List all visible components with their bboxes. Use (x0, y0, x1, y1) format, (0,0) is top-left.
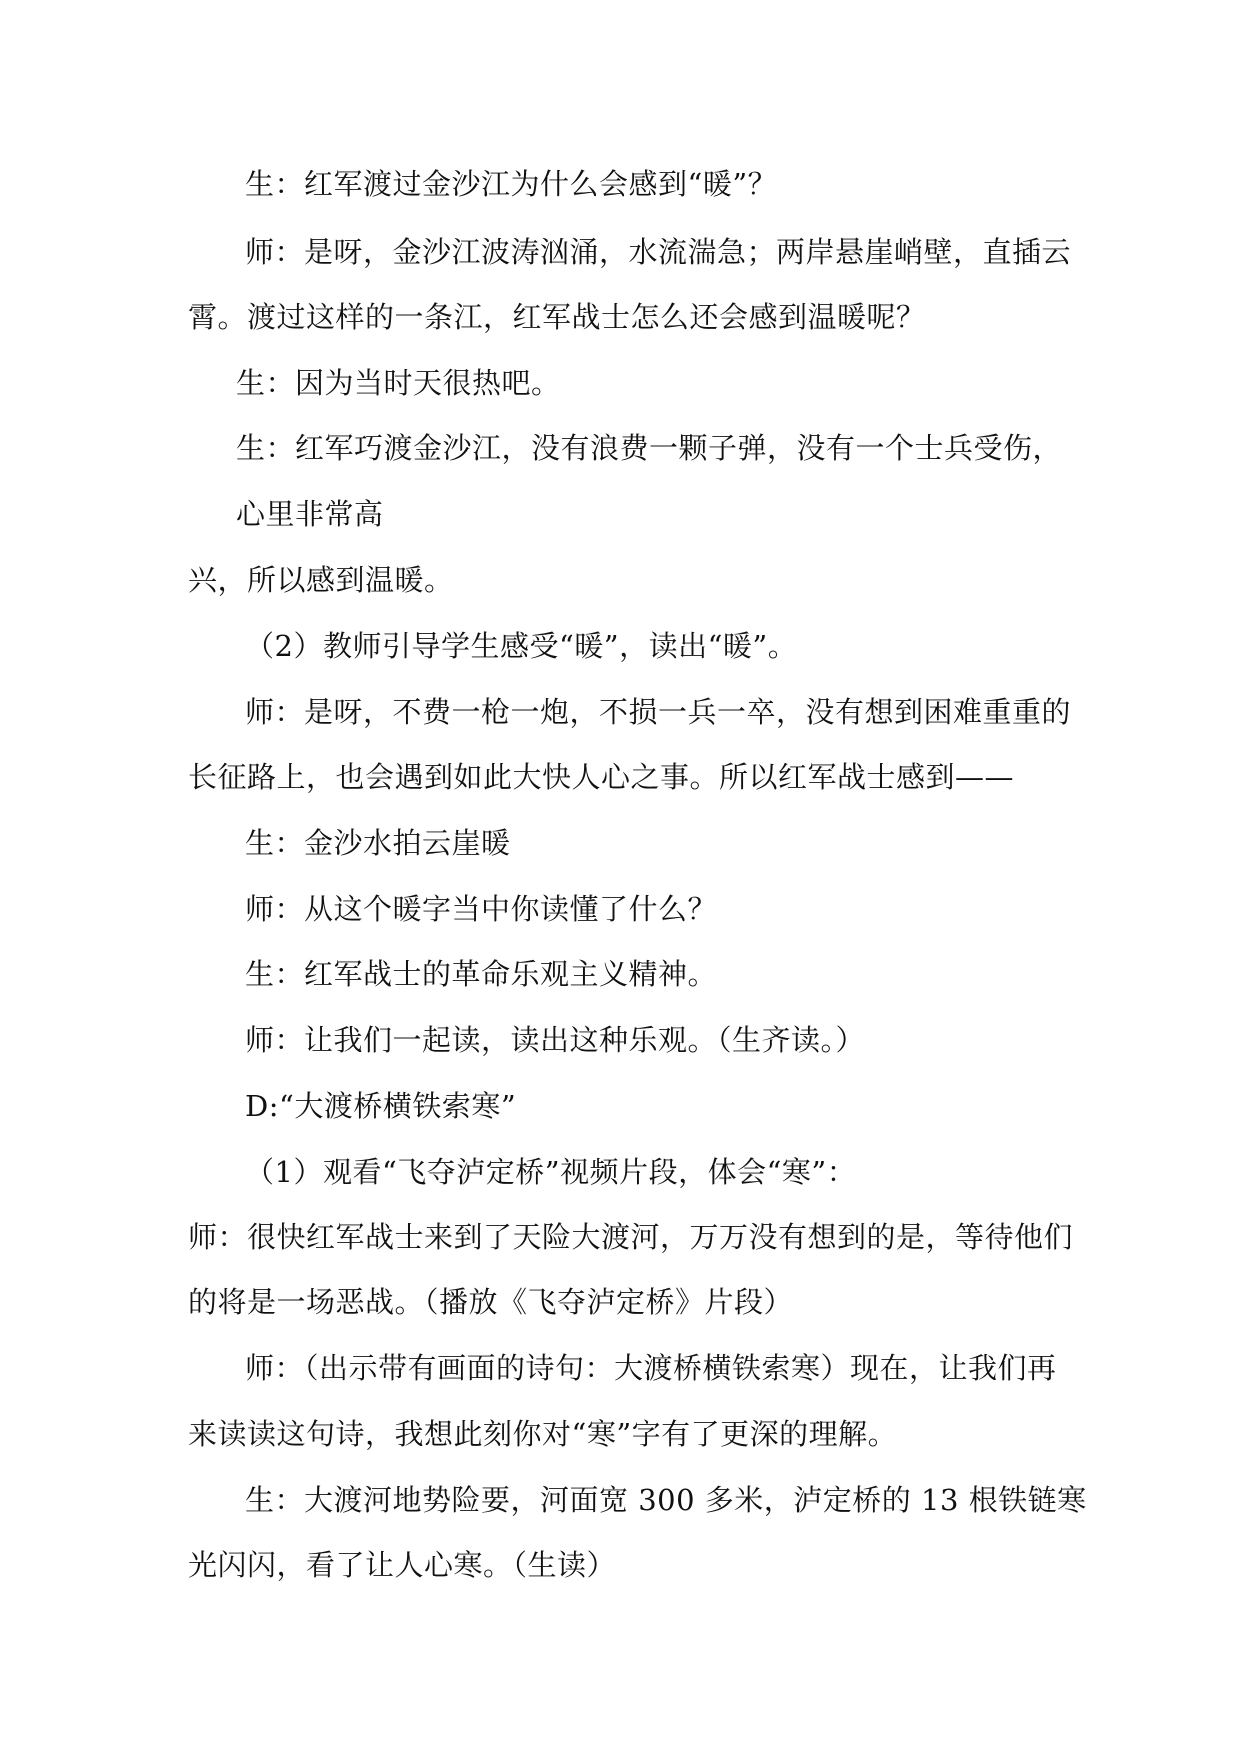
text-line: 师：是呀，不费一枪一炮，不损一兵一卒，没有想到困难重重的 (245, 695, 1072, 729)
text-line: 来读读这句诗，我想此刻你对“寒”字有了更深的理解。 (188, 1417, 898, 1451)
text-line: （1）观看“飞夺泸定桥”视频片段，体会“寒”： (245, 1155, 857, 1189)
text-line: （2）教师引导学生感受“暖”，读出“暖”。 (245, 629, 798, 663)
text-line: 生：因为当时天很热吧。 (236, 366, 561, 400)
text-line: 师：是呀，金沙江波涛汹涌，水流湍急；两岸悬崖峭壁，直插云 (245, 235, 1072, 269)
text-line: D:“大渡桥横铁索寒” (245, 1089, 517, 1123)
text-line: 兴，所以感到温暖。 (188, 563, 454, 597)
text-line: 师：从这个暖字当中你读懂了什么？ (245, 892, 718, 926)
text-line: 光闪闪，看了让人心寒。（生读） (188, 1548, 617, 1582)
text-line: 生：大渡河地势险要，河面宽 300 多米，泸定桥的 13 根铁链寒 (245, 1483, 1087, 1517)
text-line: 长征路上，也会遇到如此大快人心之事。所以红军战士感到—— (188, 760, 1015, 794)
text-line: 霄。渡过这样的一条江，红军战士怎么还会感到温暖呢？ (188, 300, 926, 334)
text-line: 生：红军战士的革命乐观主义精神。 (245, 957, 718, 991)
text-line: 生：红军巧渡金沙江，没有浪费一颗子弹，没有一个士兵受伤， (236, 431, 1063, 465)
text-line: 生：红军渡过金沙江为什么会感到“暖”？ (245, 167, 778, 201)
text-line: 师：（出示带有画面的诗句：大渡桥横铁索寒）现在，让我们再 (245, 1351, 1057, 1385)
text-line: 师：很快红军战士来到了天险大渡河，万万没有想到的是，等待他们 (188, 1220, 1074, 1254)
text-line: 生：金沙水拍云崖暖 (245, 826, 511, 860)
text-line: 的将是一场恶战。（播放《飞夺泸定桥》片段） (188, 1285, 794, 1319)
text-line: 师：让我们一起读，读出这种乐观。（生齐读。） (245, 1023, 866, 1057)
text-line: 心里非常高 (236, 497, 384, 531)
